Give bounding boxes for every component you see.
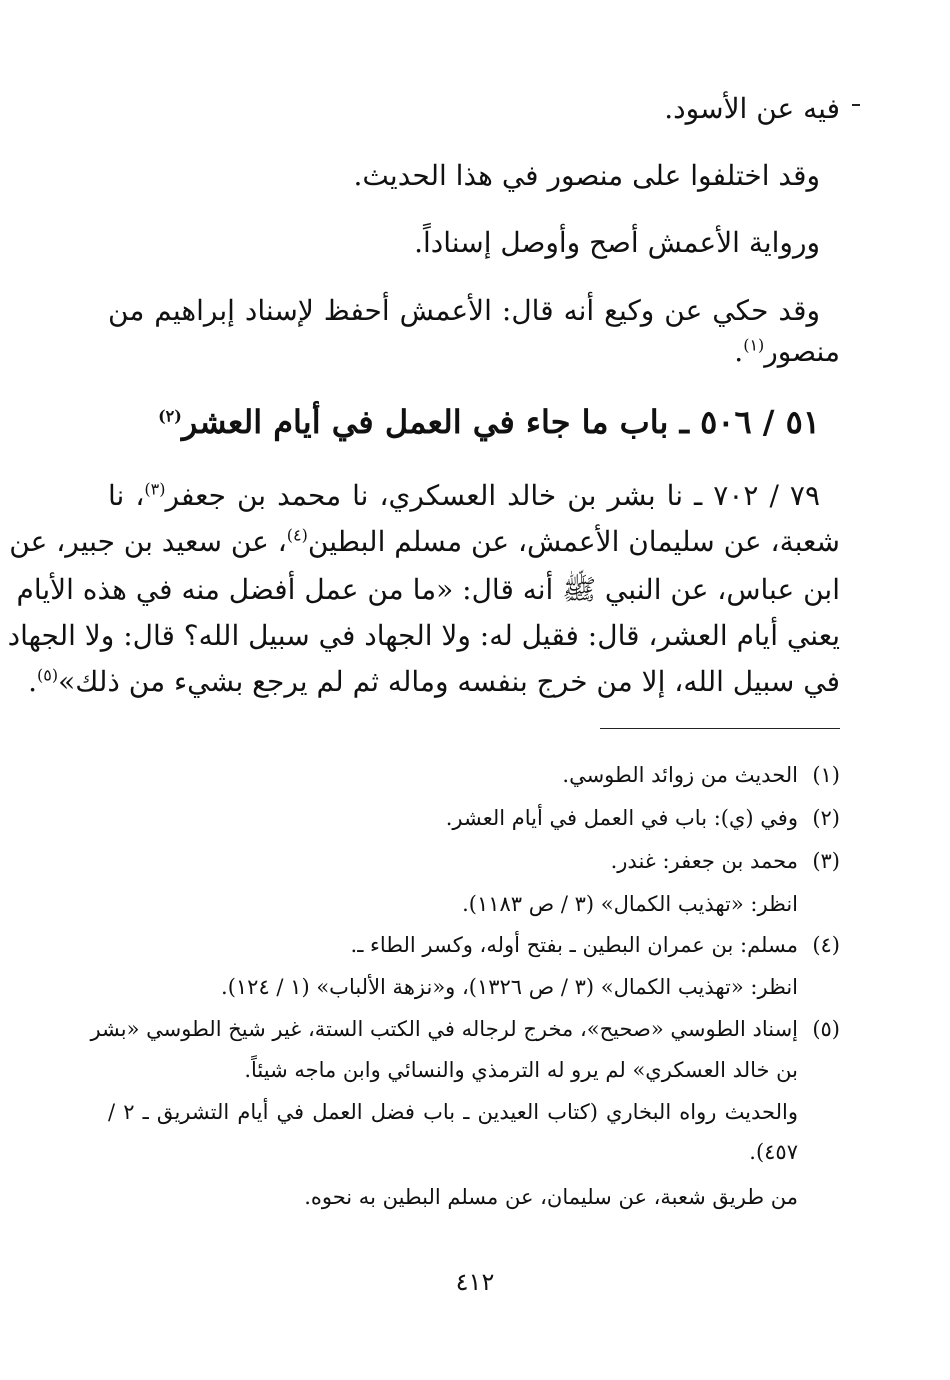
hadith-line-1-text: ٧٩ / ٧٠٢ ـ نا بشر بن خالد العسكري، نا محمد بن جعفر	[165, 479, 820, 512]
hadith-line-2	[9, 523, 840, 561]
footnote-5	[90, 1014, 840, 1044]
footnote-3	[108, 846, 840, 876]
footnote-3-number: (٣)	[812, 849, 840, 873]
body-line-5	[108, 333, 840, 371]
footnote-3-ref: انظر: «تهذيب الكمال» (٣ / ص ١١٨٣).	[462, 892, 798, 916]
chapter-heading-text: ٥١ / ٥٠٦ ـ باب ما جاء في العمل في أيام العشر	[181, 403, 820, 441]
hadith-line-1	[108, 477, 820, 515]
footnote-1-text: الحديث من زوائد الطوسي.	[562, 763, 798, 787]
hadith-line-3: ابن عباس، عن النبي ﷺ أنه قال: «ما من عمل أفضل منه في هذه الأيام	[16, 573, 840, 606]
hadith-line-5-text: في سبيل الله، إلا من خرج بنفسه وماله ثم لم يرجع بشيء من ذلك»	[58, 665, 840, 698]
footnote-1-number: (١)	[812, 763, 840, 787]
hadith-line-4: يعني أيام العشر، قال: فقيل له: ولا الجهاد في سبيل الله؟ قال: ولا الجهاد	[7, 619, 840, 652]
footnote-2-text: وفي (ي): باب في العمل في أيام العشر.	[445, 806, 798, 830]
body-line-4: وقد حكي عن وكيع أنه قال: الأعمش أحفظ لإسناد إبراهيم من	[108, 294, 820, 327]
hadith-line-2-end: ، عن سعيد بن جبير، عن	[9, 525, 287, 558]
chapter-heading	[150, 400, 820, 444]
note-ref-5: (٥)	[37, 665, 59, 685]
page-number: ٤١٢	[455, 1268, 495, 1296]
footnote-2	[108, 803, 840, 833]
footnote-3-text: محمد بن جعفر: غندر.	[610, 849, 798, 873]
hadith-line-5	[28, 663, 840, 701]
body-line-1: فيه عن الأسود.	[664, 92, 840, 125]
footnote-2-number: (٢)	[812, 806, 840, 830]
footnote-5-line-4: ٤٥٧).	[749, 1140, 798, 1164]
body-line-5-end: .	[734, 335, 744, 368]
footnote-4-ref: انظر: «تهذيب الكمال» (٣ / ص ١٣٢٦)، و«نزهة الألباب» (١ / ١٢٤).	[221, 975, 798, 999]
hadith-line-2-text: شعبة، عن سليمان الأعمش، عن مسلم البطين	[307, 525, 840, 558]
note-ref-3: (٣)	[144, 479, 166, 499]
footnote-separator	[600, 728, 840, 729]
body-line-2: وقد اختلفوا على منصور في هذا الحديث.	[353, 159, 820, 192]
footnote-5-line-3: والحديث رواه البخاري (كتاب العيدين ـ باب فضل العمل في أيام التشريق ـ ٢ /	[108, 1100, 798, 1124]
footnote-5-number: (٥)	[812, 1017, 840, 1041]
margin-dash	[852, 104, 860, 106]
footnote-1	[108, 760, 840, 790]
note-ref-2: (٢)	[158, 406, 182, 426]
note-ref-4: (٤)	[286, 525, 308, 545]
footnote-4-number: (٤)	[812, 933, 840, 957]
footnote-5-text: إسناد الطوسي «صحيح»، مخرج لرجاله في الكتب الستة، غير شيخ الطوسي «بشر	[90, 1017, 798, 1041]
footnote-4-text: مسلم: بن عمران البطين ـ بفتح أوله، وكسر الطاء ـ.	[350, 933, 798, 957]
hadith-line-1-end: ، نا	[108, 479, 145, 512]
footnote-4	[108, 930, 840, 960]
footnote-5-line-5: من طريق شعبة، عن سليمان، عن مسلم البطين به نحوه.	[304, 1185, 798, 1209]
body-line-5-text: منصور	[764, 335, 840, 368]
body-line-3: ورواية الأعمش أصح وأوصل إسناداً.	[414, 226, 820, 259]
hadith-line-5-end: .	[28, 665, 38, 698]
footnote-5-line-2: بن خالد العسكري» لم يرو له الترمذي والنسائي وابن ماجه شيئاً.	[244, 1058, 798, 1082]
note-ref-1: (١)	[743, 335, 765, 355]
